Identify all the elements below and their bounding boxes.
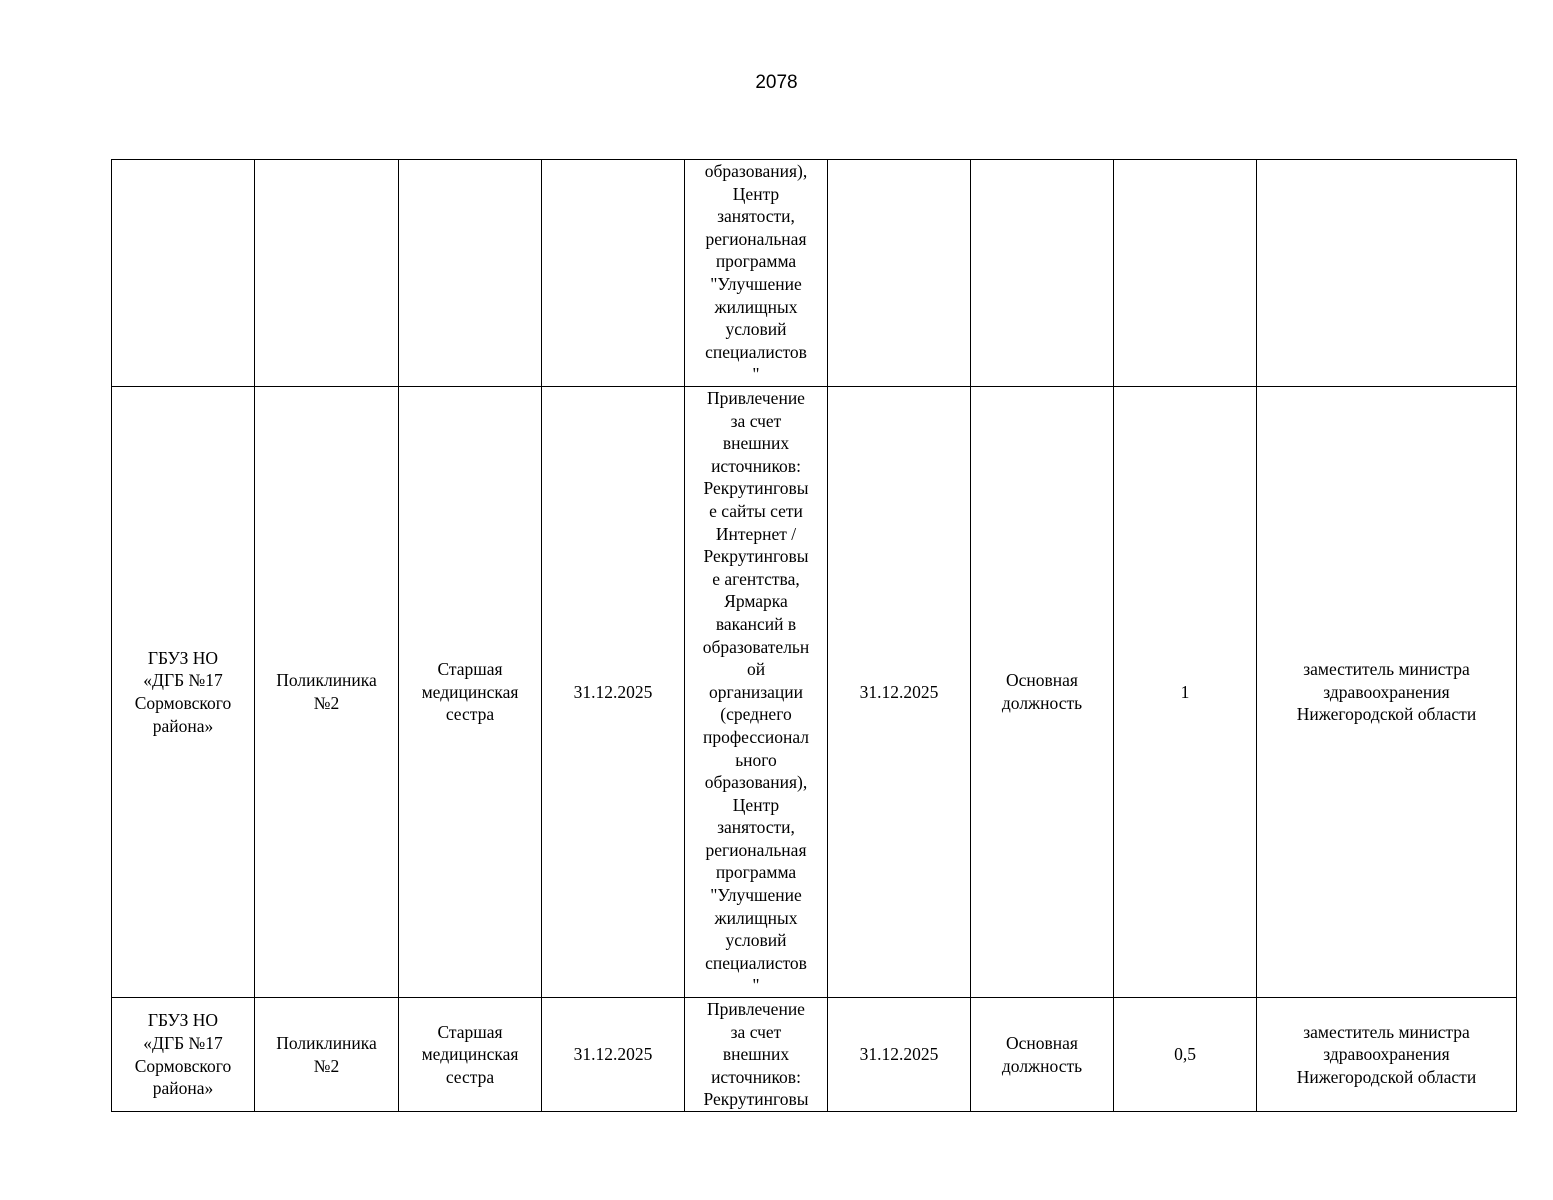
cell-position-type <box>971 160 1114 387</box>
cell-source: образования), Центр занятости, региональная программа "Улучшение жилищных условий специалистов " <box>685 160 828 387</box>
table-row <box>112 160 1517 387</box>
cell-responsible <box>1257 160 1517 387</box>
cell-responsible: заместитель министра здравоохранения Нижегородской области <box>1257 998 1517 1112</box>
cell-rate <box>1114 160 1257 387</box>
cell-date-end <box>828 160 971 387</box>
cell-position: Старшая медицинская сестра <box>399 998 542 1112</box>
cell-position-type: Основная должность <box>971 998 1114 1112</box>
cell-department <box>255 160 399 387</box>
cell-rate: 1 <box>1114 387 1257 998</box>
table-row <box>112 998 1517 1112</box>
cell-institution: ГБУЗ НО «ДГБ №17 Сормовского района» <box>112 387 255 998</box>
cell-department: Поликлиника №2 <box>255 387 399 998</box>
cell-rate: 0,5 <box>1114 998 1257 1112</box>
cell-date-start: 31.12.2025 <box>542 998 685 1112</box>
cell-position <box>399 160 542 387</box>
cell-department: Поликлиника №2 <box>255 998 399 1112</box>
table-row <box>112 387 1517 998</box>
cell-date-start: 31.12.2025 <box>542 387 685 998</box>
cell-responsible: заместитель министра здравоохранения Нижегородской области <box>1257 387 1517 998</box>
staffing-table <box>111 159 1517 1112</box>
cell-institution <box>112 160 255 387</box>
page-number: 2078 <box>755 72 798 93</box>
cell-institution: ГБУЗ НО «ДГБ №17 Сормовского района» <box>112 998 255 1112</box>
cell-position-type: Основная должность <box>971 387 1114 998</box>
cell-date-end: 31.12.2025 <box>828 387 971 998</box>
cell-date-start <box>542 160 685 387</box>
cell-date-end: 31.12.2025 <box>828 998 971 1112</box>
cell-position: Старшая медицинская сестра <box>399 387 542 998</box>
cell-source: Привлечение за счет внешних источников: Рекрутинговы е сайты сети Интернет / Рекрутинговы е агентства, Ярмарка вакансий в образовательн ой организации (среднего профессионал ьного образования), Центр занятости, региональная программа "Улучшение жилищных условий специалистов " <box>685 387 828 998</box>
cell-source: Привлечение за счет внешних источников: Рекрутинговы <box>685 998 828 1112</box>
